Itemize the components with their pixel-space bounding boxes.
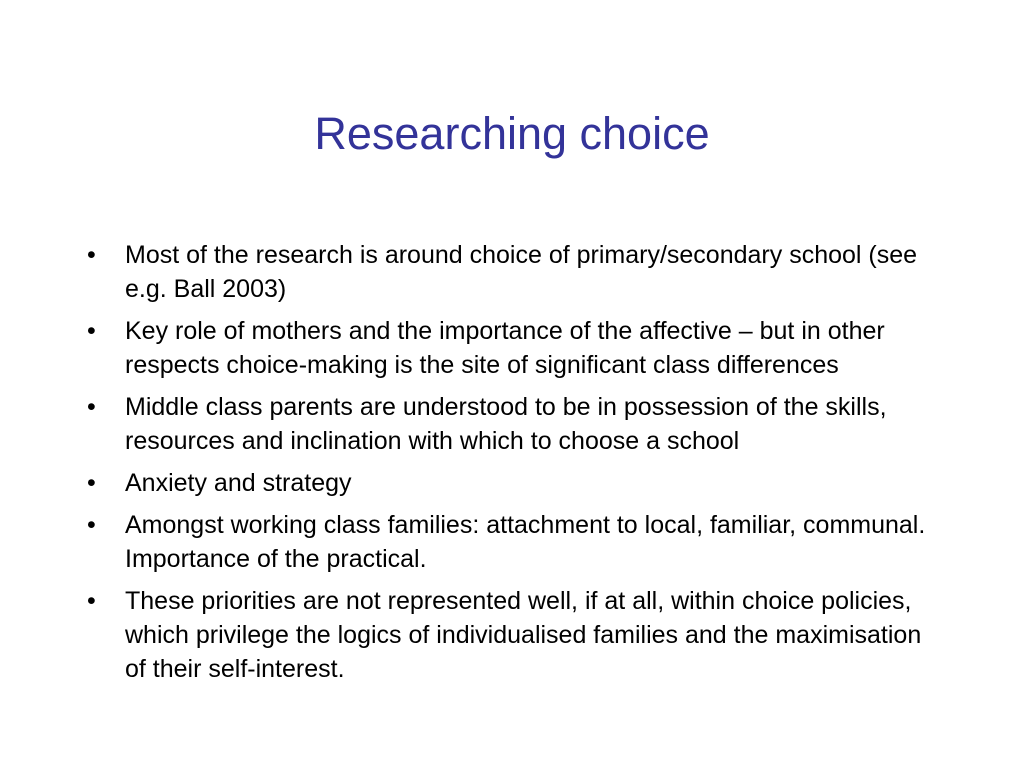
bullet-dot-icon: • bbox=[87, 511, 96, 539]
bullet-text: Amongst working class families: attachment to local, familiar, communal. Importance of the practical. bbox=[125, 511, 926, 573]
bullet-text: These priorities are not represented well, if at all, within choice policies, which privilege the logics of individualised families and the maximisation of their self-interest. bbox=[125, 587, 922, 683]
bullet-item bbox=[87, 466, 932, 500]
bullet-item bbox=[87, 238, 932, 306]
bullet-dot-icon: • bbox=[87, 587, 96, 615]
bullet-item bbox=[87, 390, 932, 458]
slide-title: Researching choice bbox=[314, 108, 710, 159]
bullet-dot-icon: • bbox=[87, 393, 96, 421]
bullet-list bbox=[87, 238, 932, 694]
bullet-text: Most of the research is around choice of primary/secondary school (see e.g. Ball 2003) bbox=[125, 241, 918, 303]
bullet-dot-icon: • bbox=[87, 469, 96, 497]
bullet-text: Anxiety and strategy bbox=[125, 469, 352, 497]
bullet-text: Middle class parents are understood to be in possession of the skills, resources and inclination with which to choose a school bbox=[125, 393, 887, 455]
bullet-dot-icon: • bbox=[87, 241, 96, 269]
bullet-dot-icon: • bbox=[87, 317, 96, 345]
bullet-item bbox=[87, 508, 932, 576]
bullet-item bbox=[87, 584, 932, 686]
bullet-text: Key role of mothers and the importance of the affective – but in other respects choice-making is the site of significant class differences bbox=[125, 317, 885, 379]
bullet-item bbox=[87, 314, 932, 382]
